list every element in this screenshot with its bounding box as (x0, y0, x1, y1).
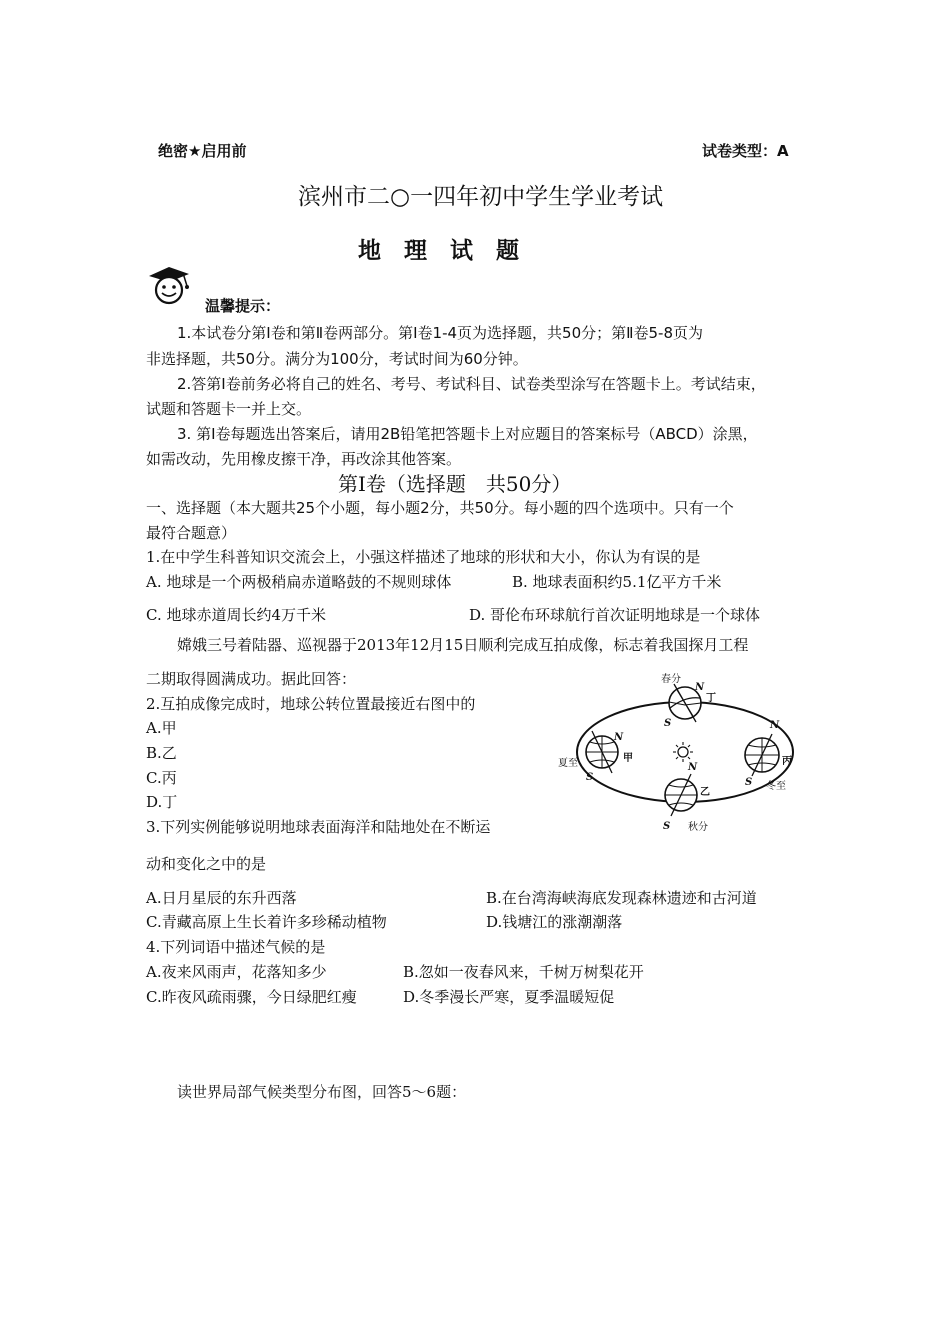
tip-2-line-1: 2.答第Ⅰ卷前务必将自己的姓名、考号、考试科目、试卷类型涂写在答题卡上。考试结束， (177, 375, 766, 393)
section-1-instructions-line-2: 最符合题意） (146, 524, 237, 542)
south-pole-autumn: S (663, 821, 671, 832)
tip-1-line-2: 非选择题，共50分。满分为100分，考试时间为60分钟。 (146, 350, 528, 368)
north-pole-spring: N (695, 682, 705, 693)
smiley-graduate-icon (143, 262, 195, 306)
section-1-instructions-line-1: 一、选择题（本大题共25个小题，每小题2分，共50分。每小题的四个选项中。只有一个 (146, 499, 734, 517)
earth-autumn-equinox (665, 774, 697, 816)
sun-icon (673, 742, 693, 762)
question-1-stem: 1.在中学生科普知识交流会上，小强这样描述了地球的形状和大小，你认为有误的是 (146, 548, 701, 566)
question-4-stem: 4.下列词语中描述气候的是 (146, 938, 326, 956)
tip-3-line-1: 3. 第Ⅰ卷每题选出答案后，请用2B铅笔把答题卡上对应题目的答案标号（ABCD）涂黑， (177, 425, 758, 443)
question-1-option-a: A. 地球是一个两极稍扁赤道略鼓的不规则球体 (146, 573, 452, 591)
question-2-option-c: C.丙 (146, 769, 177, 787)
label-winter: 冬至 (766, 781, 786, 792)
question-1-option-d: D. 哥伦布环球航行首次证明地球是一个球体 (469, 606, 761, 624)
south-pole-spring: S (664, 718, 672, 729)
question-4-option-a: A.夜来风雨声，花落知多少 (146, 963, 327, 981)
question-2-option-a: A.甲 (146, 719, 177, 737)
exam-title: 滨州市二○一四年初中学生学业考试 (298, 184, 664, 210)
label-summer: 夏至 (558, 758, 578, 769)
question-2-stem: 2.互拍成像完成时，地球公转位置最接近右图中的 (146, 695, 476, 713)
label-ding: 丁 (706, 693, 716, 704)
question-2-option-b: B.乙 (146, 744, 177, 762)
question-3-stem-line-1: 3.下列实例能够说明地球表面海洋和陆地处在不断运 (146, 818, 491, 836)
tip-2-line-2: 试题和答题卡一并上交。 (146, 400, 312, 418)
label-autumn: 秋分 (688, 822, 708, 833)
question-2-option-d: D.丁 (146, 793, 178, 811)
part-1-heading: 第Ⅰ卷（选择题 共50分） (338, 472, 572, 496)
question-3-option-d: D.钱塘江的涨潮潮落 (486, 913, 623, 931)
question-4-option-b: B.忽如一夜春风来，千树万树梨花开 (403, 963, 644, 981)
question-4-option-c: C.昨夜风疏雨骤，今日绿肥红瘦 (146, 988, 357, 1006)
north-pole-autumn: N (688, 762, 698, 773)
passage-line-2: 二期取得圆满成功。据此回答： (146, 670, 357, 688)
question-3-option-c: C.青藏高原上生长着许多珍稀动植物 (146, 913, 387, 931)
south-pole-summer: S (586, 772, 594, 783)
south-pole-winter: S (745, 777, 753, 788)
question-1-option-c: C. 地球赤道周长约4万千米 (146, 606, 327, 624)
north-pole-winter: N (770, 720, 780, 731)
north-pole-summer: N (614, 732, 624, 743)
label-yi: 乙 (700, 787, 710, 798)
paper-type: 试卷类型：A (702, 142, 789, 160)
question-3-stem-line-2: 动和变化之中的是 (146, 855, 267, 873)
question-4-option-d: D.冬季漫长严寒，夏季温暖短促 (403, 988, 615, 1006)
earth-orbit-diagram (550, 668, 810, 840)
tips-label: 温馨提示： (205, 297, 281, 315)
question-1-option-b: B. 地球表面积约5.1亿平方千米 (512, 573, 722, 591)
label-bing: 丙 (782, 756, 792, 767)
tip-3-line-2: 如需改动，先用橡皮擦干净，再改涂其他答案。 (146, 450, 462, 468)
question-3-option-a: A.日月星辰的东升西落 (146, 889, 297, 907)
earth-winter-solstice (745, 734, 779, 776)
confidential-mark: 绝密★启用前 (158, 142, 247, 160)
subject-title: 地 理 试 题 (358, 238, 519, 264)
passage-line-1: 嫦娥三号着陆器、巡视器于2013年12月15日顺利完成互拍成像，标志着我国探月工程 (177, 636, 749, 654)
tip-1-line-1: 1.本试卷分第Ⅰ卷和第Ⅱ卷两部分。第Ⅰ卷1-4页为选择题，共50分；第Ⅱ卷5-8页为 (177, 324, 704, 342)
label-spring: 春分 (661, 674, 681, 685)
question-5-6-intro: 读世界局部气候类型分布图，回答5～6题： (177, 1083, 467, 1101)
question-3-option-b: B.在台湾海峡海底发现森林遗迹和古河道 (486, 889, 757, 907)
label-jia: 甲 (623, 753, 633, 764)
